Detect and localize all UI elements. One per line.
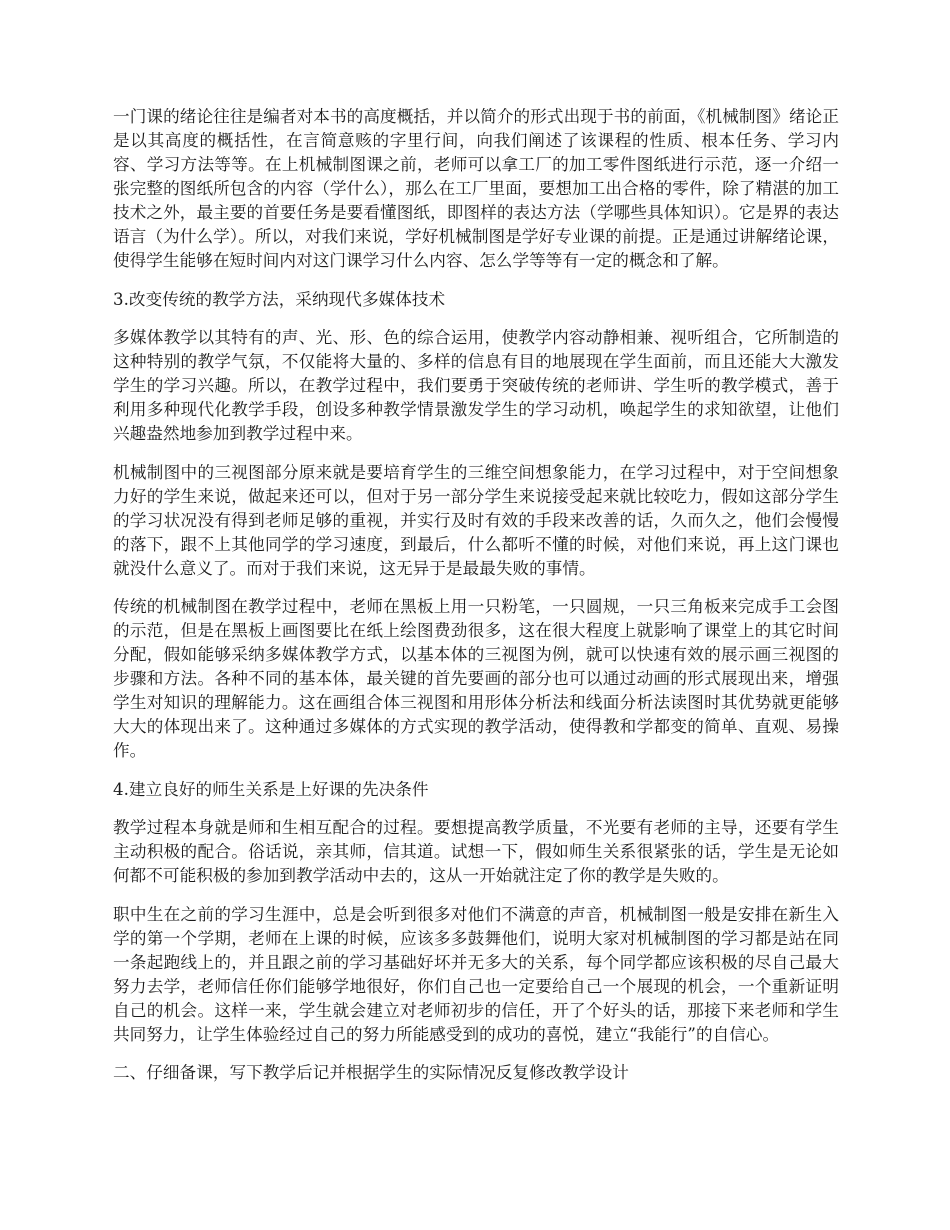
heading-section-3: 3.改变传统的教学方法，采纳现代多媒体技术 — [113, 289, 446, 309]
paragraph-multimedia: 多媒体教学以其特有的声、光、形、色的综合运用，使教学内容动静相兼、视听组合，它所制造的这种特别的教学气氛，不仅能将大量的、多样的信息有目的地展现在学生面前，而且还能大大激发学生的学习兴趣。所以，在教学过程中，我们要勇于突破传统的老师讲、学生听的教学模式，善于利用多种现代化教学手段，创设多种教学情景激发学生的学习动机，唤起学生的求知欲望，让他们兴趣盎然地参加到教学过程中来。 — [113, 328, 839, 443]
heading-section-two: 二、仔细备课，写下教学后记并根据学生的实际情况反复修改教学设计 — [113, 1063, 629, 1082]
paragraph-intro-course: 一门课的绪论往往是编者对本书的高度概括，并以简介的形式出现于书的前面，《机械制图》绪论正是以其高度的概括性，在言简意赅的字里行间，向我们阐述了该课程的性质、根本任务、学习内容、学习方法等等。在上机械制图课之前，老师可以拿工厂的加工零件图纸进行示范，逐一介绍一张完整的图纸所包含的内容（学什么），那么在工厂里面，要想加工出合格的零件，除了精湛的加工技术之外，最主要的首要任务是要看懂图纸，即图样的表达方法（学哪些具体知识）。它是界的表达语言（为什么学）。所以，对我们来说，学好机械制图是学好专业课的前提。正是通过讲解绪论课，使得学生能够在短时间内对这门课学习什么内容、怎么学等等有一定的概念和了解。 — [113, 107, 839, 270]
heading-section-4: 4.建立良好的师生关系是上好课的先决条件 — [113, 779, 429, 799]
paragraph-teacher-student: 教学过程本身就是师和生相互配合的过程。要想提高教学质量，不光要有老师的主导，还要有学生主动积极的配合。俗话说，亲其师，信其道。试想一下，假如师生关系很紧张的话，学生是无论如何都不可能积极的参加到教学活动中去的，这从一开始就注定了你的教学是失败的。 — [113, 818, 839, 885]
paragraph-traditional-drawing: 传统的机械制图在教学过程中，老师在黑板上用一只粉笔，一只圆规，一只三角板来完成手工会图的示范，但是在黑板上画图要比在纸上绘图费劲很多，这在很大程度上就影响了课堂上的其它时间分配，假如能够采纳多媒体教学方式，以基本体的三视图为例，就可以快速有效的展示画三视图的步骤和方法。各种不同的基本体，最关键的首先要画的部分也可以通过动画的形式展现出来，增强学生对知识的理解能力。这在画组合体三视图和用形体分析法和线面分析法读图时其优势就更能够大大的体现出来了。这种通过多媒体的方式实现的教学活动，使得教和学都变的简单、直观、易操作。 — [113, 597, 839, 760]
paragraph-vocational-students: 职中生在之前的学习生涯中，总是会听到很多对他们不满意的声音，机械制图一般是安排在新生入学的第一个学期，老师在上课的时候，应该多多鼓舞他们，说明大家对机械制图的学习都是站在同一条起跑线上的，并且跟之前的学习基础好坏并无多大的关系，每个同学都应该积极的尽自己最大努力去学，老师信任你们能够学地很好，你们自己也一定要给自己一个展现的机会，一个重新证明自己的机会。这样一来，学生就会建立对老师初步的信任，开了个好头的话，那接下来老师和学生共同努力，让学生体验经过自己的努力所能感受到的成功的喜悦，建立“我能行”的自信心。 — [113, 904, 839, 1044]
document-body — [113, 105, 839, 1100]
paragraph-three-views: 机械制图中的三视图部分原来就是要培育学生的三维空间想象能力，在学习过程中，对于空间想象力好的学生来说，做起来还可以，但对于另一部分学生来说接受起来就比较吃力，假如这部分学生的学习状况没有得到老师足够的重视，并实行及时有效的手段来改善的话，久而久之，他们会慢慢的落下，跟不上其他同学的学习速度，到最后，什么都听不懂的时候，对他们来说，再上这门课也就没什么意义了。而对于我们来说，这无异于是最最失败的事情。 — [113, 462, 839, 578]
